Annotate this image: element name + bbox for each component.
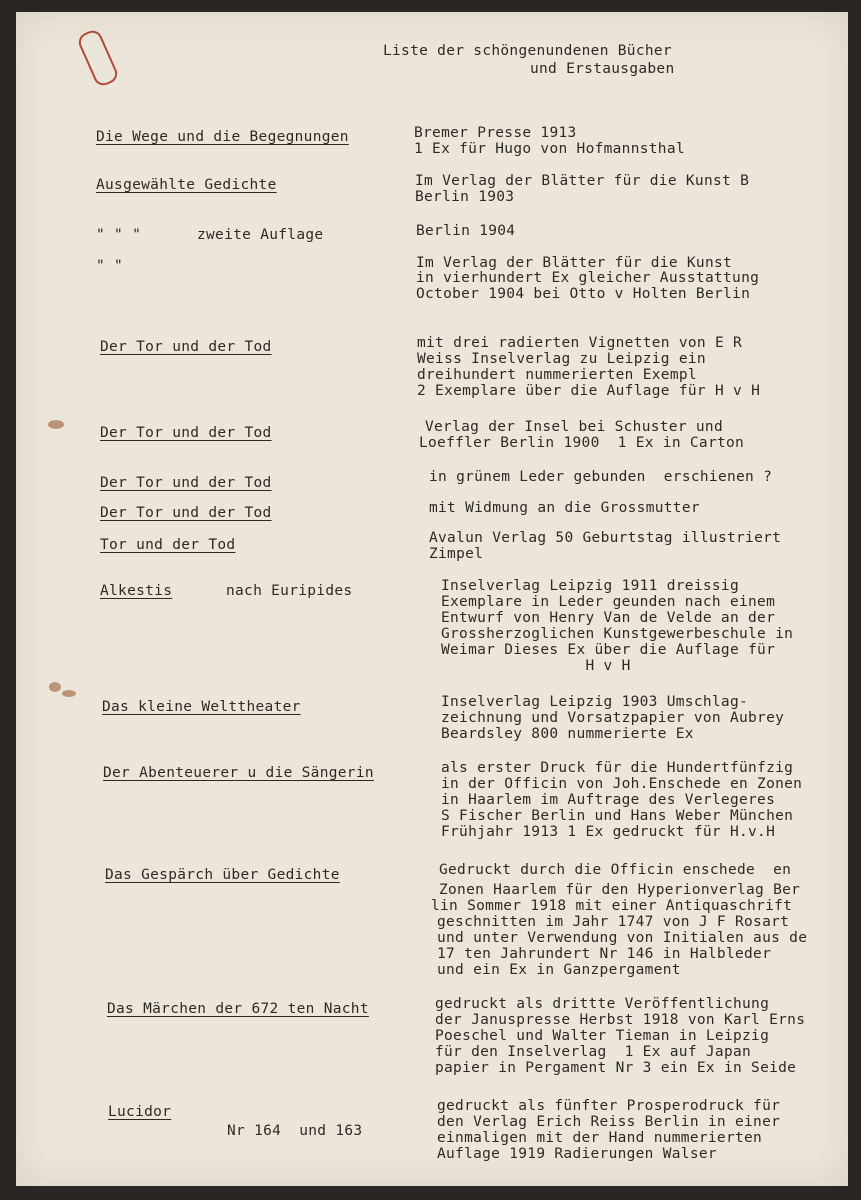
entry-title: Der Abenteuerer u die Sängerin [103,765,374,781]
entry-desc-line: Frühjahr 1913 1 Ex gedruckt für H.v.H [441,824,776,840]
entry-desc-line: für den Inselverlag 1 Ex auf Japan [435,1044,752,1060]
entry-title: Tor und der Tod [100,537,236,553]
entry-title: Alkestis [100,583,173,599]
entry-desc-line: zeichnung und Vorsatzpapier von Aubrey [441,710,785,726]
entry-note: Nr 164 und 163 [227,1123,363,1139]
entry-desc-line: in Haarlem im Auftrage des Verlegeres [441,792,776,808]
entry-title: Der Tor und der Tod [100,425,272,441]
entry-desc-line: 17 ten Jahrundert Nr 146 in Halbleder [437,946,772,962]
entry-desc-line: Weiss Inselverlag zu Leipzig ein [417,351,706,367]
entry-title: Der Tor und der Tod [100,339,272,355]
entry-desc-line: und ein Ex in Ganzpergament [437,962,681,978]
entry-desc-line: Avalun Verlag 50 Geburtstag illustriert [429,530,782,546]
entry-title: " " [96,258,124,274]
entry-title: Ausgewählte Gedichte [96,177,277,193]
entry-desc-line: October 1904 bei Otto v Holten Berlin [416,286,751,302]
entry-desc-line: dreihundert nummerierten Exempl [417,367,697,383]
entry-desc-line: Berlin 1903 [415,189,515,205]
entry-desc-line: der Januspresse Herbst 1918 von Karl Erns [435,1012,806,1028]
entry-desc-line: Weimar Dieses Ex über die Auflage für [441,642,776,658]
entry-title: Das Gespärch über Gedichte [105,867,340,883]
rust-stain [49,682,61,692]
entry-note: zweite Auflage [197,227,324,243]
document-page [16,12,848,1186]
entry-title: " " " [96,227,142,243]
entry-desc-line: geschnitten im Jahr 1747 von J F Rosart [437,914,790,930]
rust-stain [62,690,76,697]
entry-desc-line: als erster Druck für die Hundertfünfzig [441,760,794,776]
entry-title: Die Wege und die Begegnungen [96,129,349,145]
entry-title: Lucidor [108,1104,172,1120]
paperclip-icon [76,28,121,89]
entry-title: Der Tor und der Tod [100,505,272,521]
entry-desc-line: Bremer Presse 1913 [414,125,577,141]
entry-desc-line: H v H [441,658,631,674]
entry-desc-line: 1 Ex für Hugo von Hofmannsthal [414,141,685,157]
entry-desc-line: Entwurf von Henry Van de Velde an der [441,610,776,626]
entry-title: Das kleine Welttheater [102,699,301,715]
entry-desc-line: papier in Pergament Nr 3 ein Ex in Seide [435,1060,797,1076]
entry-title: Der Tor und der Tod [100,475,272,491]
entry-desc-line: den Verlag Erich Reiss Berlin in einer [437,1114,781,1130]
entry-desc-line: in vierhundert Ex gleicher Ausstattung [416,270,760,286]
entry-desc-line: Auflage 1919 Radierungen Walser [437,1146,717,1162]
page-subtitle: und Erstausgaben [530,61,675,77]
entry-desc-line: einmaligen mit der Hand nummerierten [437,1130,763,1146]
entry-desc-line: Gedruckt durch die Officin enschede en [439,862,792,878]
entry-desc-line: lin Sommer 1918 mit einer Antiquaschrift [431,898,793,914]
entry-desc-line: Grossherzoglichen Kunstgewerbeschule in [441,626,794,642]
entry-desc-line: Exemplare in Leder geunden nach einem [441,594,776,610]
entry-desc-line: Beardsley 800 nummerierte Ex [441,726,694,742]
entry-desc-line: in grünem Leder gebunden erschienen ? [429,469,773,485]
entry-desc-line: Verlag der Insel bei Schuster und [425,419,723,435]
entry-desc-line: Inselverlag Leipzig 1911 dreissig [441,578,739,594]
entry-desc-line: Zimpel [429,546,484,562]
page-title: Liste der schöngenundenen Bücher [383,43,672,59]
entry-desc-line: 2 Exemplare über die Auflage für H v H [417,383,761,399]
entry-desc-line: mit drei radierten Vignetten von E R [417,335,743,351]
entry-desc-line: in der Officin von Joh.Enschede en Zonen [441,776,803,792]
entry-desc-line: gedruckt als drittte Veröffentlichung [435,996,770,1012]
entry-desc-line: Inselverlag Leipzig 1903 Umschlag- [441,694,749,710]
entry-desc-line: Zonen Haarlem für den Hyperionverlag Ber [439,882,801,898]
entry-desc-line: Poeschel und Walter Tieman in Leipzig [435,1028,770,1044]
entry-desc-line: Loeffler Berlin 1900 1 Ex in Carton [419,435,745,451]
entry-desc-line: Im Verlag der Blätter für die Kunst [416,255,733,271]
entry-title: Das Märchen der 672 ten Nacht [107,1001,369,1017]
entry-desc-line: S Fischer Berlin und Hans Weber München [441,808,794,824]
entry-desc-line: Im Verlag der Blätter für die Kunst B [415,173,750,189]
entry-desc-line: mit Widmung an die Grossmutter [429,500,700,516]
rust-stain [48,420,64,429]
entry-note: nach Euripides [226,583,353,599]
entry-desc-line: und unter Verwendung von Initialen aus de [437,930,808,946]
entry-desc-line: Berlin 1904 [416,223,516,239]
entry-desc-line: gedruckt als fünfter Prosperodruck für [437,1098,781,1114]
